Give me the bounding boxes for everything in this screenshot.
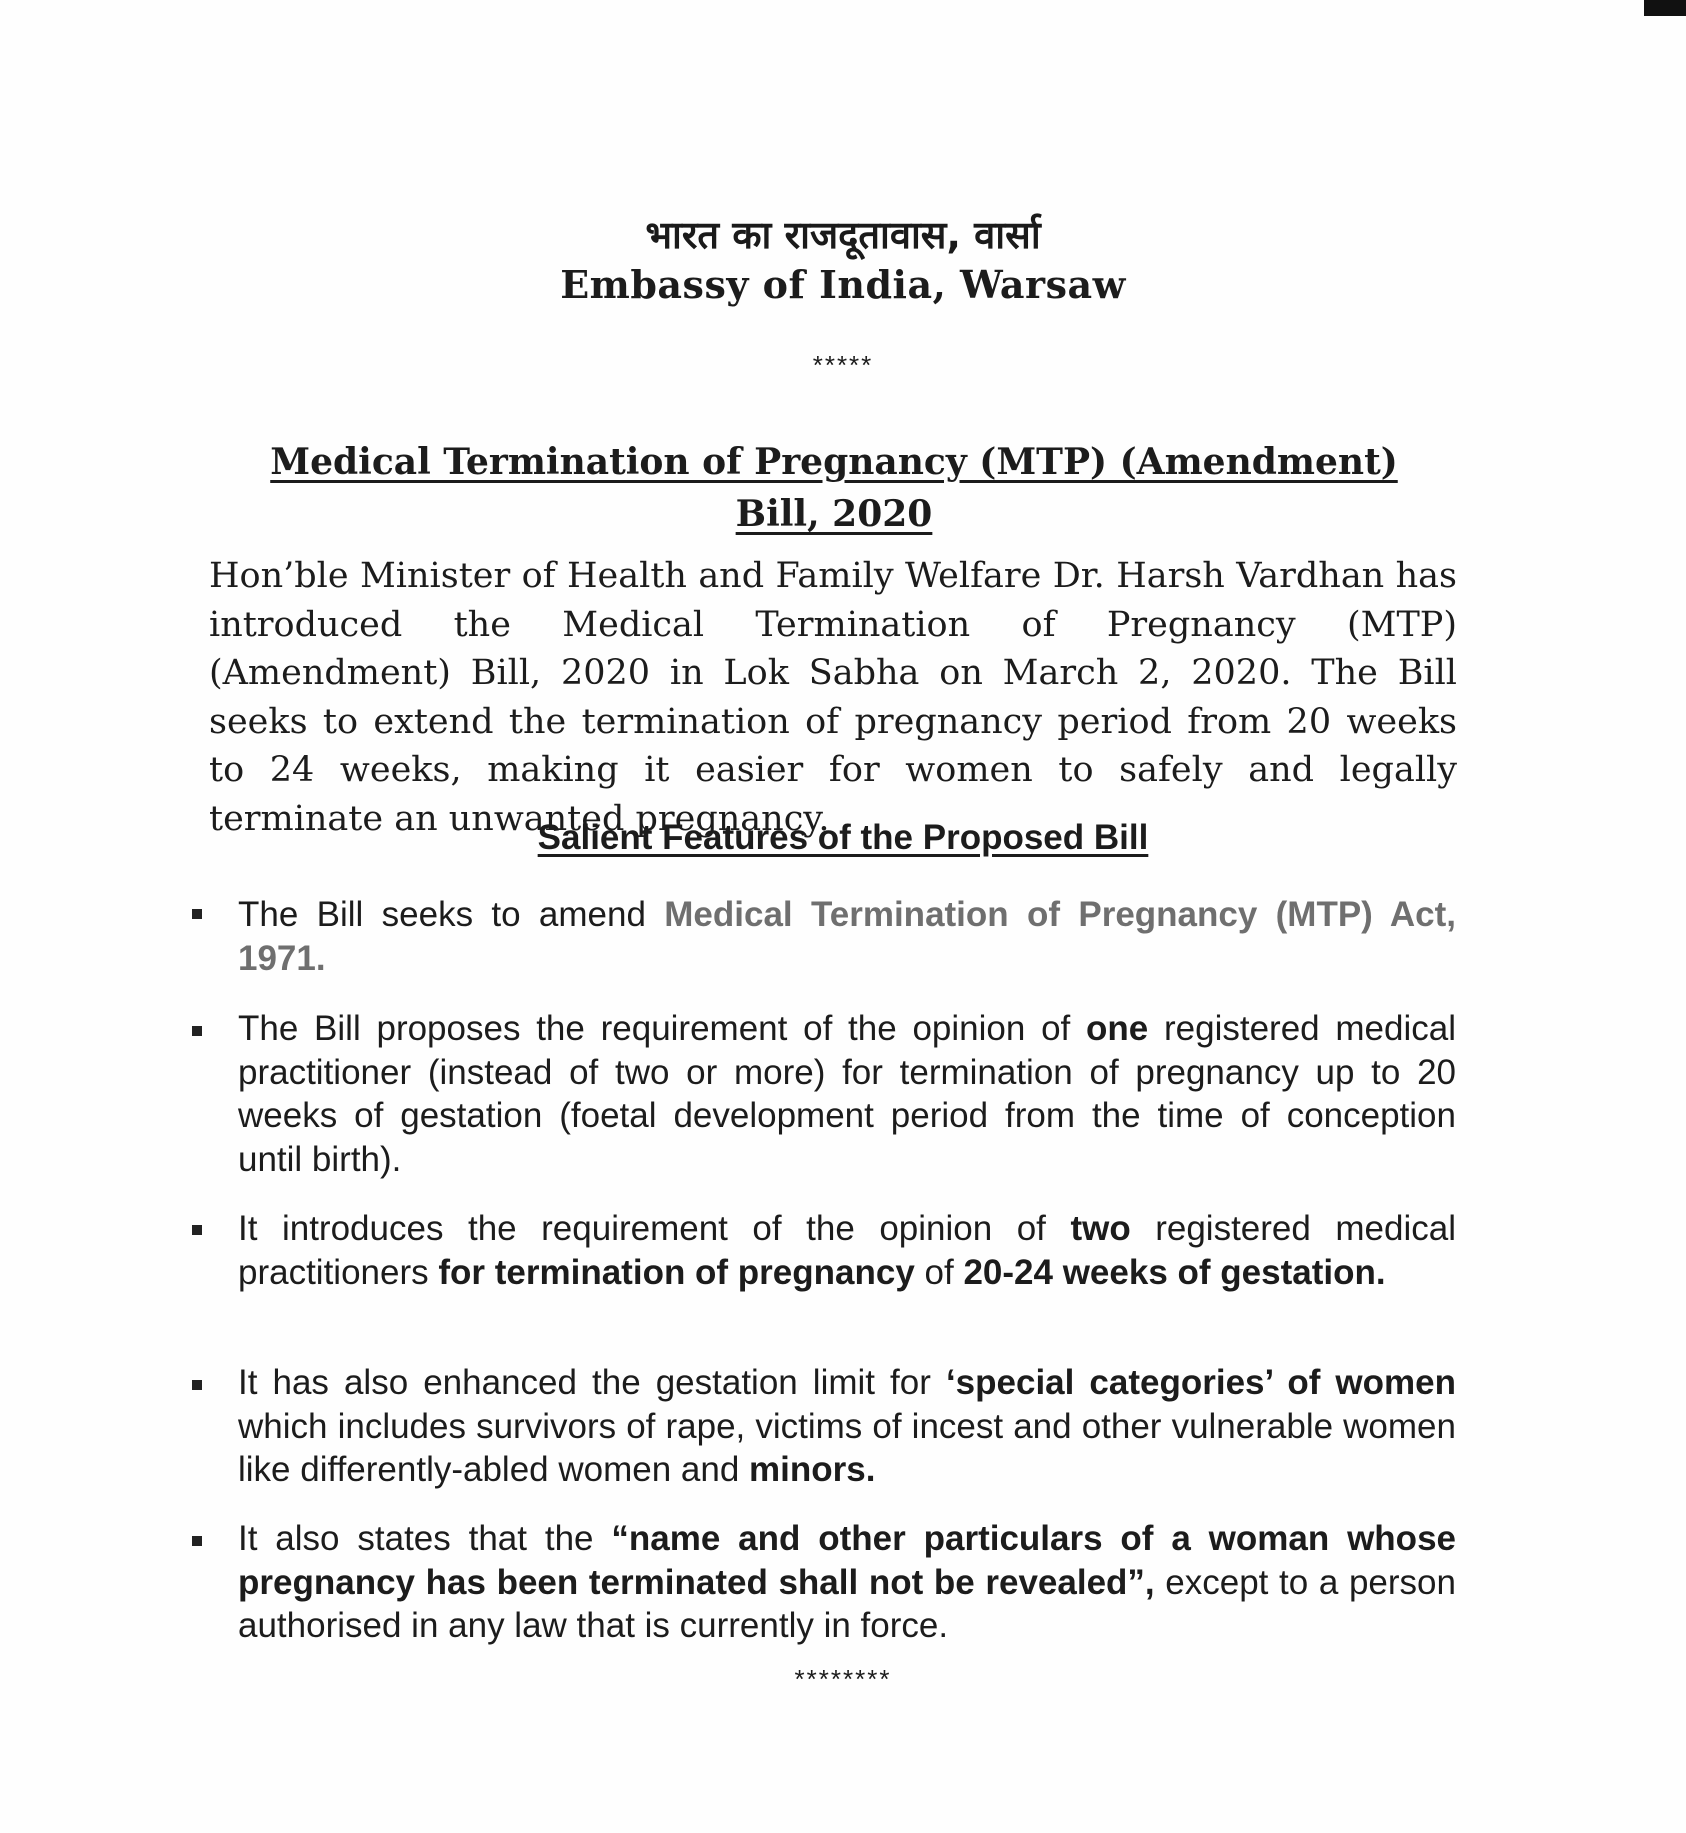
hindi-embassy-title: भारत का राजदूतावास, वार्सा [645,213,1041,257]
feature-emphasis: minors. [749,1450,876,1489]
feature-text: It introduces the requirement of the opinion of [238,1209,1071,1248]
feature-emphasis: “name and other particulars of a woman whose pregnancy has been terminated shall not be revealed”, [238,1519,1456,1602]
bullet-icon [192,1225,202,1235]
feature-text: except to a person authorised in any law that is currently in force. [238,1562,1456,1645]
feature-emphasis: one [1086,1009,1149,1048]
feature-item-4 [238,1361,1456,1492]
bill-title: Medical Termination of Pregnancy (MTP) (Amendment) Bill, 2020 [270,441,1398,535]
intro-paragraph: Hon’ble Minister of Health and Family Welfare Dr. Harsh Vardhan has introduced the Medical Termination of Pregnancy (MTP) (Amendment) Bill, 2020 in Lok Sabha on March 2, 2020. The Bill seeks to extend the termination of pregnancy period from 20 weeks to 24 weeks, making it easier for women to safely and legally terminate an unwanted pregnancy. [209,556,1457,839]
bullet-icon [192,1380,202,1390]
feature-item-5 [238,1517,1456,1648]
bullet-icon [192,1026,202,1036]
feature-text: It has also enhanced the gestation limit for [238,1363,946,1402]
feature-text: The Bill seeks to amend [238,895,665,934]
feature-item-1 [238,893,1456,980]
feature-text: of [914,1252,964,1292]
act-reference: Medical Termination of Pregnancy (MTP) Act, 1971. [238,895,1456,978]
embassy-name: Embassy of India, Warsaw [560,262,1126,307]
feature-emphasis: two [1070,1209,1131,1248]
feature-item-3 [238,1207,1456,1294]
separator-bottom: ******** [794,1664,892,1694]
scan-corner-mark [1644,0,1686,16]
feature-text: registered medical practitioner (instead of two or more) for termination of pregnancy up to 20 weeks of gestation (foetal development period from the time of conception until birth). [238,1009,1456,1179]
separator-top: ***** [812,350,874,380]
bullet-icon [192,1536,202,1546]
feature-emphasis: ‘special categories’ of women [945,1363,1456,1402]
features-heading: Salient Features of the Proposed Bill [537,818,1149,857]
feature-text: registered medical practitioners [238,1209,1456,1292]
feature-text: It also states that the [238,1519,612,1558]
feature-item-2 [238,1007,1456,1181]
feature-text: The Bill proposes the requirement of the opinion of [238,1009,1087,1048]
bullet-icon [192,909,202,919]
feature-emphasis: 20-24 weeks of gestation. [963,1252,1386,1292]
feature-text: which includes survivors of rape, victims of incest and other vulnerable women like differently-abled women and [238,1406,1456,1489]
feature-emphasis: for termination of pregnancy [438,1252,915,1292]
